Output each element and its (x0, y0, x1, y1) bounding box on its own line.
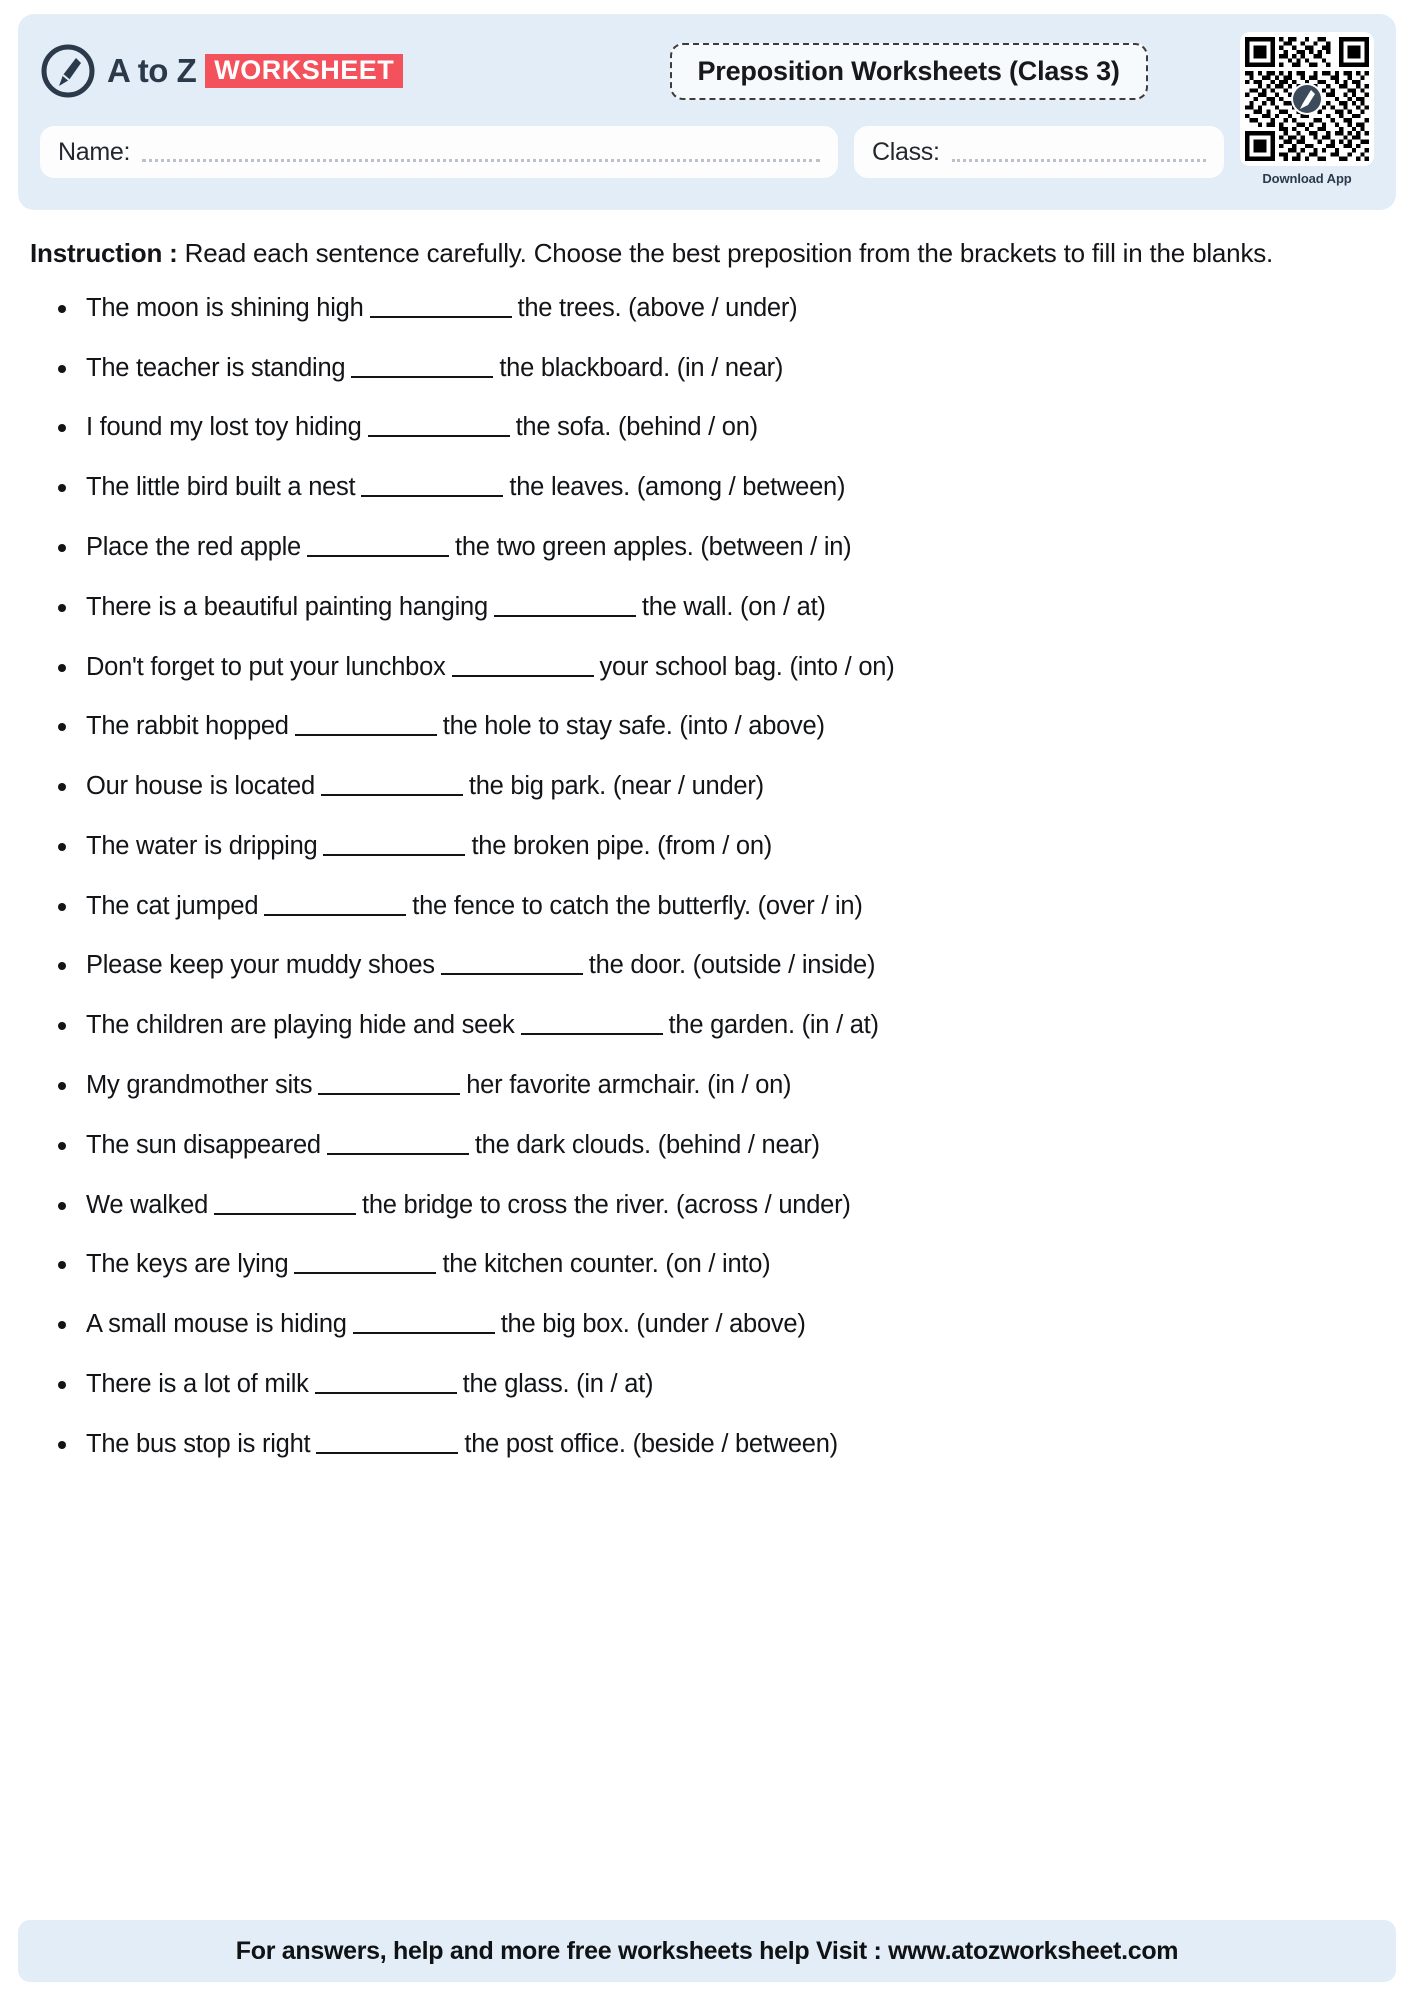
brand-logo (40, 43, 403, 99)
class-field-input[interactable] (952, 159, 1206, 162)
question-text-before-blank: The water is dripping (86, 831, 318, 860)
question-text-before-blank: Place the red apple (86, 532, 301, 561)
question-item (86, 532, 1384, 563)
student-fields-row (40, 126, 1374, 178)
question-text-before-blank: Please keep your muddy shoes (86, 951, 435, 980)
question-item (86, 412, 1384, 443)
question-item (86, 472, 1384, 503)
name-field-label: Name: (58, 137, 131, 166)
question-item (86, 592, 1384, 623)
answer-blank[interactable] (327, 1153, 469, 1155)
question-text-after-blank: the hole to stay safe. (into / above) (442, 712, 825, 741)
answer-blank[interactable] (452, 675, 594, 677)
answer-blank[interactable] (370, 316, 512, 318)
question-text-before-blank: Don't forget to put your lunchbox (86, 652, 446, 681)
question-text-before-blank: The children are playing hide and seek (86, 1011, 515, 1040)
answer-blank[interactable] (307, 555, 449, 557)
answer-blank[interactable] (521, 1033, 663, 1035)
answer-blank[interactable] (494, 615, 636, 617)
footer-text: For answers, help and more free worksheets help Visit : www.atozworksheet.com (235, 1936, 1179, 1965)
header-banner (18, 14, 1396, 210)
question-text-after-blank: the fence to catch the butterfly. (over / in) (412, 891, 863, 920)
download-app-label: Download App (1262, 171, 1352, 186)
question-item (86, 652, 1384, 683)
question-text-before-blank: My grandmother sits (86, 1070, 313, 1099)
question-text-before-blank: The sun disappeared (86, 1130, 321, 1159)
answer-blank[interactable] (214, 1213, 356, 1215)
question-item (86, 1249, 1384, 1280)
question-text-before-blank: The rabbit hopped (86, 712, 289, 741)
question-text-after-blank: the broken pipe. (from / on) (471, 831, 773, 860)
question-text-after-blank: the trees. (above / under) (517, 293, 798, 322)
question-text-before-blank: There is a lot of milk (86, 1369, 309, 1398)
question-text-after-blank: the sofa. (behind / on) (515, 413, 758, 442)
class-field-label: Class: (872, 137, 940, 166)
question-text-before-blank: Our house is located (86, 772, 315, 801)
question-text-after-blank: your school bag. (into / on) (599, 652, 895, 681)
instruction-text: Read each sentence carefully. Choose the best preposition from the brackets to fill in the blanks. (177, 238, 1274, 268)
question-text-before-blank: The moon is shining high (86, 293, 364, 322)
answer-blank[interactable] (323, 854, 465, 856)
question-text-before-blank: The bus stop is right (86, 1429, 311, 1458)
question-text-after-blank: the dark clouds. (behind / near) (474, 1130, 820, 1159)
answer-blank[interactable] (295, 734, 437, 736)
answer-blank[interactable] (315, 1392, 457, 1394)
brand-wordmark (107, 52, 403, 90)
question-text-after-blank: the door. (outside / inside) (588, 951, 876, 980)
qr-center-logo-icon (1290, 82, 1324, 116)
answer-blank[interactable] (316, 1452, 458, 1454)
question-text-after-blank: the glass. (in / at) (462, 1369, 654, 1398)
question-text-after-blank: the wall. (on / at) (641, 592, 826, 621)
question-text-after-blank: the big park. (near / under) (468, 772, 764, 801)
instruction-label: Instruction : (30, 238, 178, 268)
question-item (86, 1309, 1384, 1340)
question-text-before-blank: We walked (86, 1190, 209, 1219)
answer-blank[interactable] (351, 376, 493, 378)
brand-badge-text: WORKSHEET (205, 54, 403, 88)
question-item (86, 950, 1384, 981)
question-text-after-blank: the kitchen counter. (on / into) (442, 1250, 771, 1279)
question-item (86, 1130, 1384, 1161)
question-text-before-blank: The keys are lying (86, 1250, 289, 1279)
question-item (86, 1190, 1384, 1221)
page-title: Preposition Worksheets (Class 3) (670, 43, 1148, 100)
worksheet-title-container (403, 43, 1374, 100)
question-text-after-blank: the leaves. (among / between) (509, 473, 846, 502)
question-item (86, 771, 1384, 802)
header-top-row (40, 34, 1374, 108)
question-item (86, 831, 1384, 862)
answer-blank[interactable] (368, 435, 510, 437)
question-item (86, 1369, 1384, 1400)
question-text-after-blank: the bridge to cross the river. (across / under) (362, 1190, 851, 1219)
answer-blank[interactable] (361, 495, 503, 497)
name-field[interactable] (40, 126, 838, 178)
question-item (86, 711, 1384, 742)
question-text-before-blank: The teacher is standing (86, 353, 346, 382)
question-text-after-blank: the two green apples. (between / in) (455, 532, 852, 561)
question-text-before-blank: I found my lost toy hiding (86, 413, 362, 442)
answer-blank[interactable] (441, 973, 583, 975)
question-text-after-blank: the blackboard. (in / near) (499, 353, 784, 382)
question-text-after-blank: the big box. (under / above) (500, 1310, 806, 1339)
pen-circle-logo-icon (40, 43, 96, 99)
question-text-after-blank: the post office. (beside / between) (464, 1429, 838, 1458)
question-item (86, 1429, 1384, 1460)
footer-banner (18, 1920, 1396, 1982)
question-text-after-blank: her favorite armchair. (in / on) (466, 1070, 792, 1099)
answer-blank[interactable] (294, 1272, 436, 1274)
answer-blank[interactable] (318, 1093, 460, 1095)
question-item (86, 891, 1384, 922)
question-item (86, 353, 1384, 384)
question-item (86, 293, 1384, 324)
qr-code-icon[interactable] (1240, 32, 1374, 166)
question-item (86, 1070, 1384, 1101)
question-list (0, 293, 1414, 1459)
question-text-before-blank: A small mouse is hiding (86, 1310, 347, 1339)
answer-blank[interactable] (353, 1332, 495, 1334)
instruction-block (30, 236, 1384, 271)
question-text-after-blank: the garden. (in / at) (668, 1011, 879, 1040)
question-item (86, 1010, 1384, 1041)
answer-blank[interactable] (264, 914, 406, 916)
question-text-before-blank: The little bird built a nest (86, 473, 356, 502)
name-field-input[interactable] (142, 159, 820, 162)
answer-blank[interactable] (321, 794, 463, 796)
question-text-before-blank: The cat jumped (86, 891, 259, 920)
download-app-block[interactable] (1240, 32, 1374, 186)
class-field[interactable] (854, 126, 1224, 178)
question-text-before-blank: There is a beautiful painting hanging (86, 592, 488, 621)
brand-primary-text: A to Z (107, 52, 197, 89)
